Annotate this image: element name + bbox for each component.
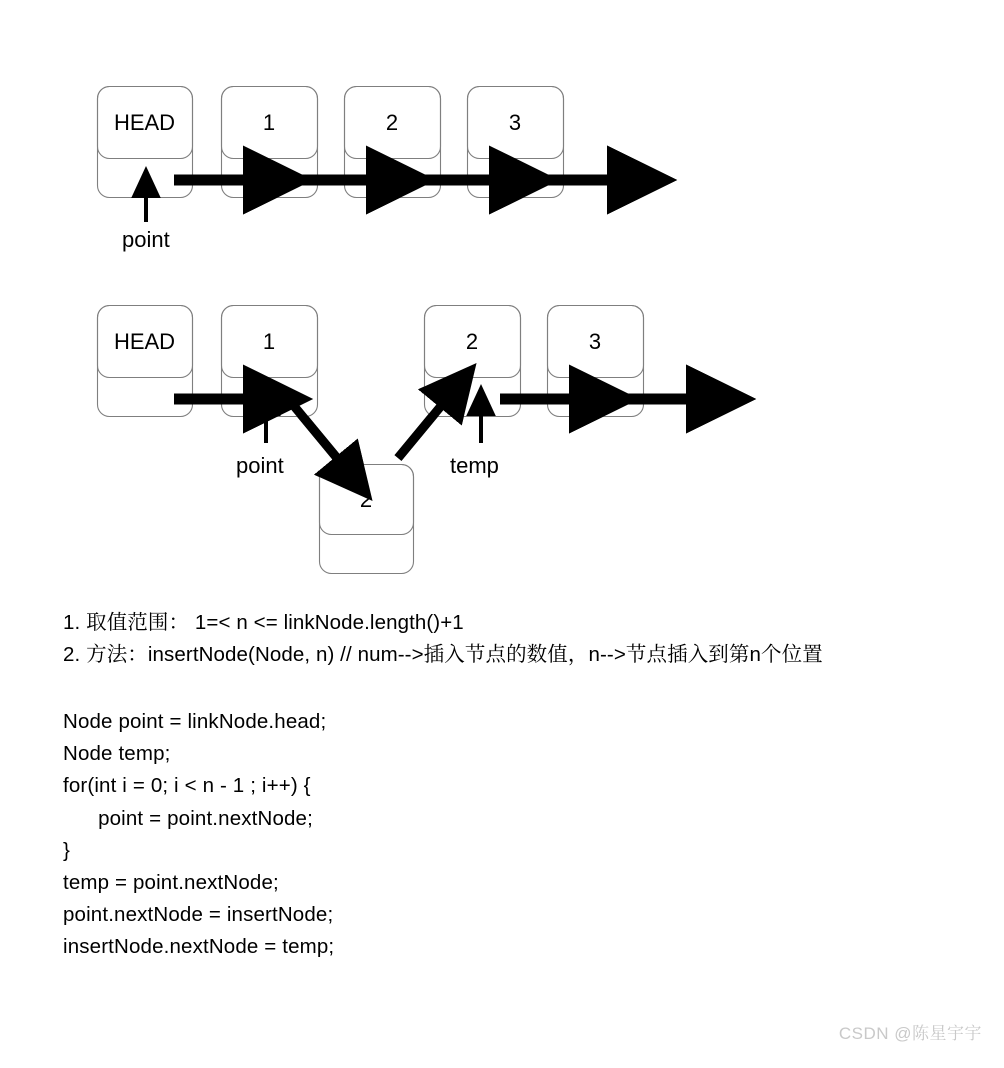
code-line-1: Node point = linkNode.head;: [63, 710, 327, 733]
code-line-3: for(int i = 0; i < n - 1 ; i++) {: [63, 774, 311, 798]
node-label: HEAD: [113, 110, 176, 135]
code-line-4: point = point.nextNode;: [63, 806, 313, 830]
next-pointer-arrow-1-to-newnode: [294, 406, 337, 458]
null-label: null: [694, 387, 729, 412]
pointer-label-point: point: [236, 453, 284, 478]
node-label: 2: [465, 329, 479, 354]
note-line-2: 2. 方法：insertNode(Node, n) // num-->插入节点的数值，n-->节点插入到第n个位置: [63, 643, 823, 666]
note-line-1: 1. 取值范围： 1=< n <= linkNode.length()+1: [63, 611, 464, 634]
node-label: 2: [359, 487, 373, 512]
code-block: [63, 706, 763, 964]
pointer-label-temp: temp: [450, 453, 499, 478]
next-pointer-arrow-newnode-to-2: [398, 406, 441, 458]
csdn-watermark: CSDN @陈星宇宇: [838, 1024, 982, 1043]
diagram-before: [98, 87, 649, 253]
node-label: 3: [588, 329, 602, 354]
code-line-2: Node temp;: [63, 742, 171, 766]
null-label: null: [614, 168, 649, 193]
code-line-6: temp = point.nextNode;: [63, 871, 279, 895]
node-label: 1: [262, 329, 276, 354]
node-label: 3: [508, 110, 522, 135]
node-label: 1: [262, 110, 276, 135]
diagram-after: [98, 306, 729, 574]
code-line-7: point.nextNode = insertNode;: [63, 903, 334, 927]
list-node: [320, 465, 414, 574]
code-line-5: }: [63, 838, 70, 862]
node-label: HEAD: [113, 329, 176, 354]
notes-block: [63, 607, 983, 671]
code-line-8: insertNode.nextNode = temp;: [63, 935, 335, 959]
node-outer-box: [320, 465, 414, 574]
pointer-label-point: point: [122, 227, 170, 252]
node-label: 2: [385, 110, 399, 135]
